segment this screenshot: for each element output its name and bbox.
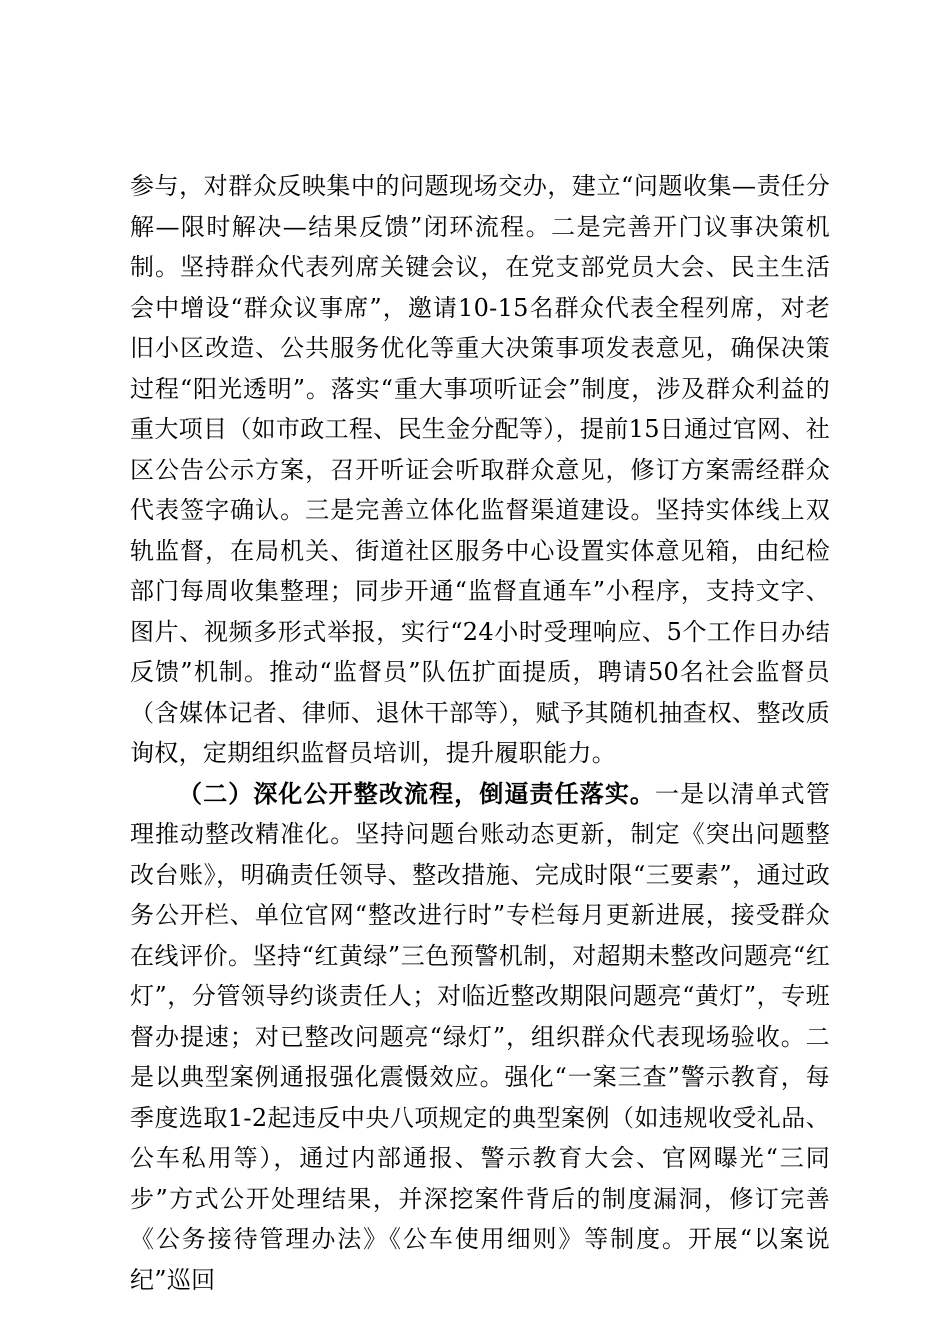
section-heading-2: （二）深化公开整改流程，倒逼责任落实。 [178,778,656,808]
body-paragraph-1 [130,166,830,774]
document-page [130,166,830,1300]
body-paragraph-2 [130,774,830,1301]
paragraph-2-text: 一是以清单式管理推动整改精准化。坚持问题台账动态更新，制定《突出问题整改台账》，明确责任领导、整改措施、完成时限“三要素”，通过政务公开栏、单位官网“整改进行时”专栏每月更新进展，接受群众在线评价。坚持“红黄绿”三色预警机制，对超期未整改问题亮“红灯”，分管领导约谈责任人；对临近整改期限问题亮“黄灯”，专班督办提速；对已整改问题亮“绿灯”，组织群众代表现场验收。二是以典型案例通报强化震慑效应。强化“一案三查”警示教育，每季度选取1-2起违反中央八项规定的典型案例（如违规收受礼品、公车私用等），通过内部通报、警示教育大会、官网曝光“三同步”方式公开处理结果，并深挖案件背后的制度漏洞，修订完善《公务接待管理办法》《公车使用细则》等制度。开展“以案说纪”巡回 [130,779,830,1294]
paragraph-1-text: 参与，对群众反映集中的问题现场交办，建立“问题收集—责任分解—限时解决—结果反馈”闭环流程。二是完善开门议事决策机制。坚持群众代表列席关键会议，在党支部党员大会、民主生活会中增设“群众议事席”，邀请10-15名群众代表全程列席，对老旧小区改造、公共服务优化等重大决策事项发表意见，确保决策过程“阳光透明”。落实“重大事项听证会”制度，涉及群众利益的重大项目（如市政工程、民生金分配等），提前15日通过官网、社区公告公示方案，召开听证会听取群众意见，修订方案需经群众代表签字确认。三是完善立体化监督渠道建设。坚持实体线上双轨监督，在局机关、街道社区服务中心设置实体意见箱，由纪检部门每周收集整理；同步开通“监督直通车”小程序，支持文字、图片、视频多形式举报，实行“24小时受理响应、5个工作日办结反馈”机制。推动“监督员”队伍扩面提质，聘请50名社会监督员（含媒体记者、律师、退休干部等），赋予其随机抽查权、整改质询权，定期组织监督员培训，提升履职能力。 [130,172,830,767]
